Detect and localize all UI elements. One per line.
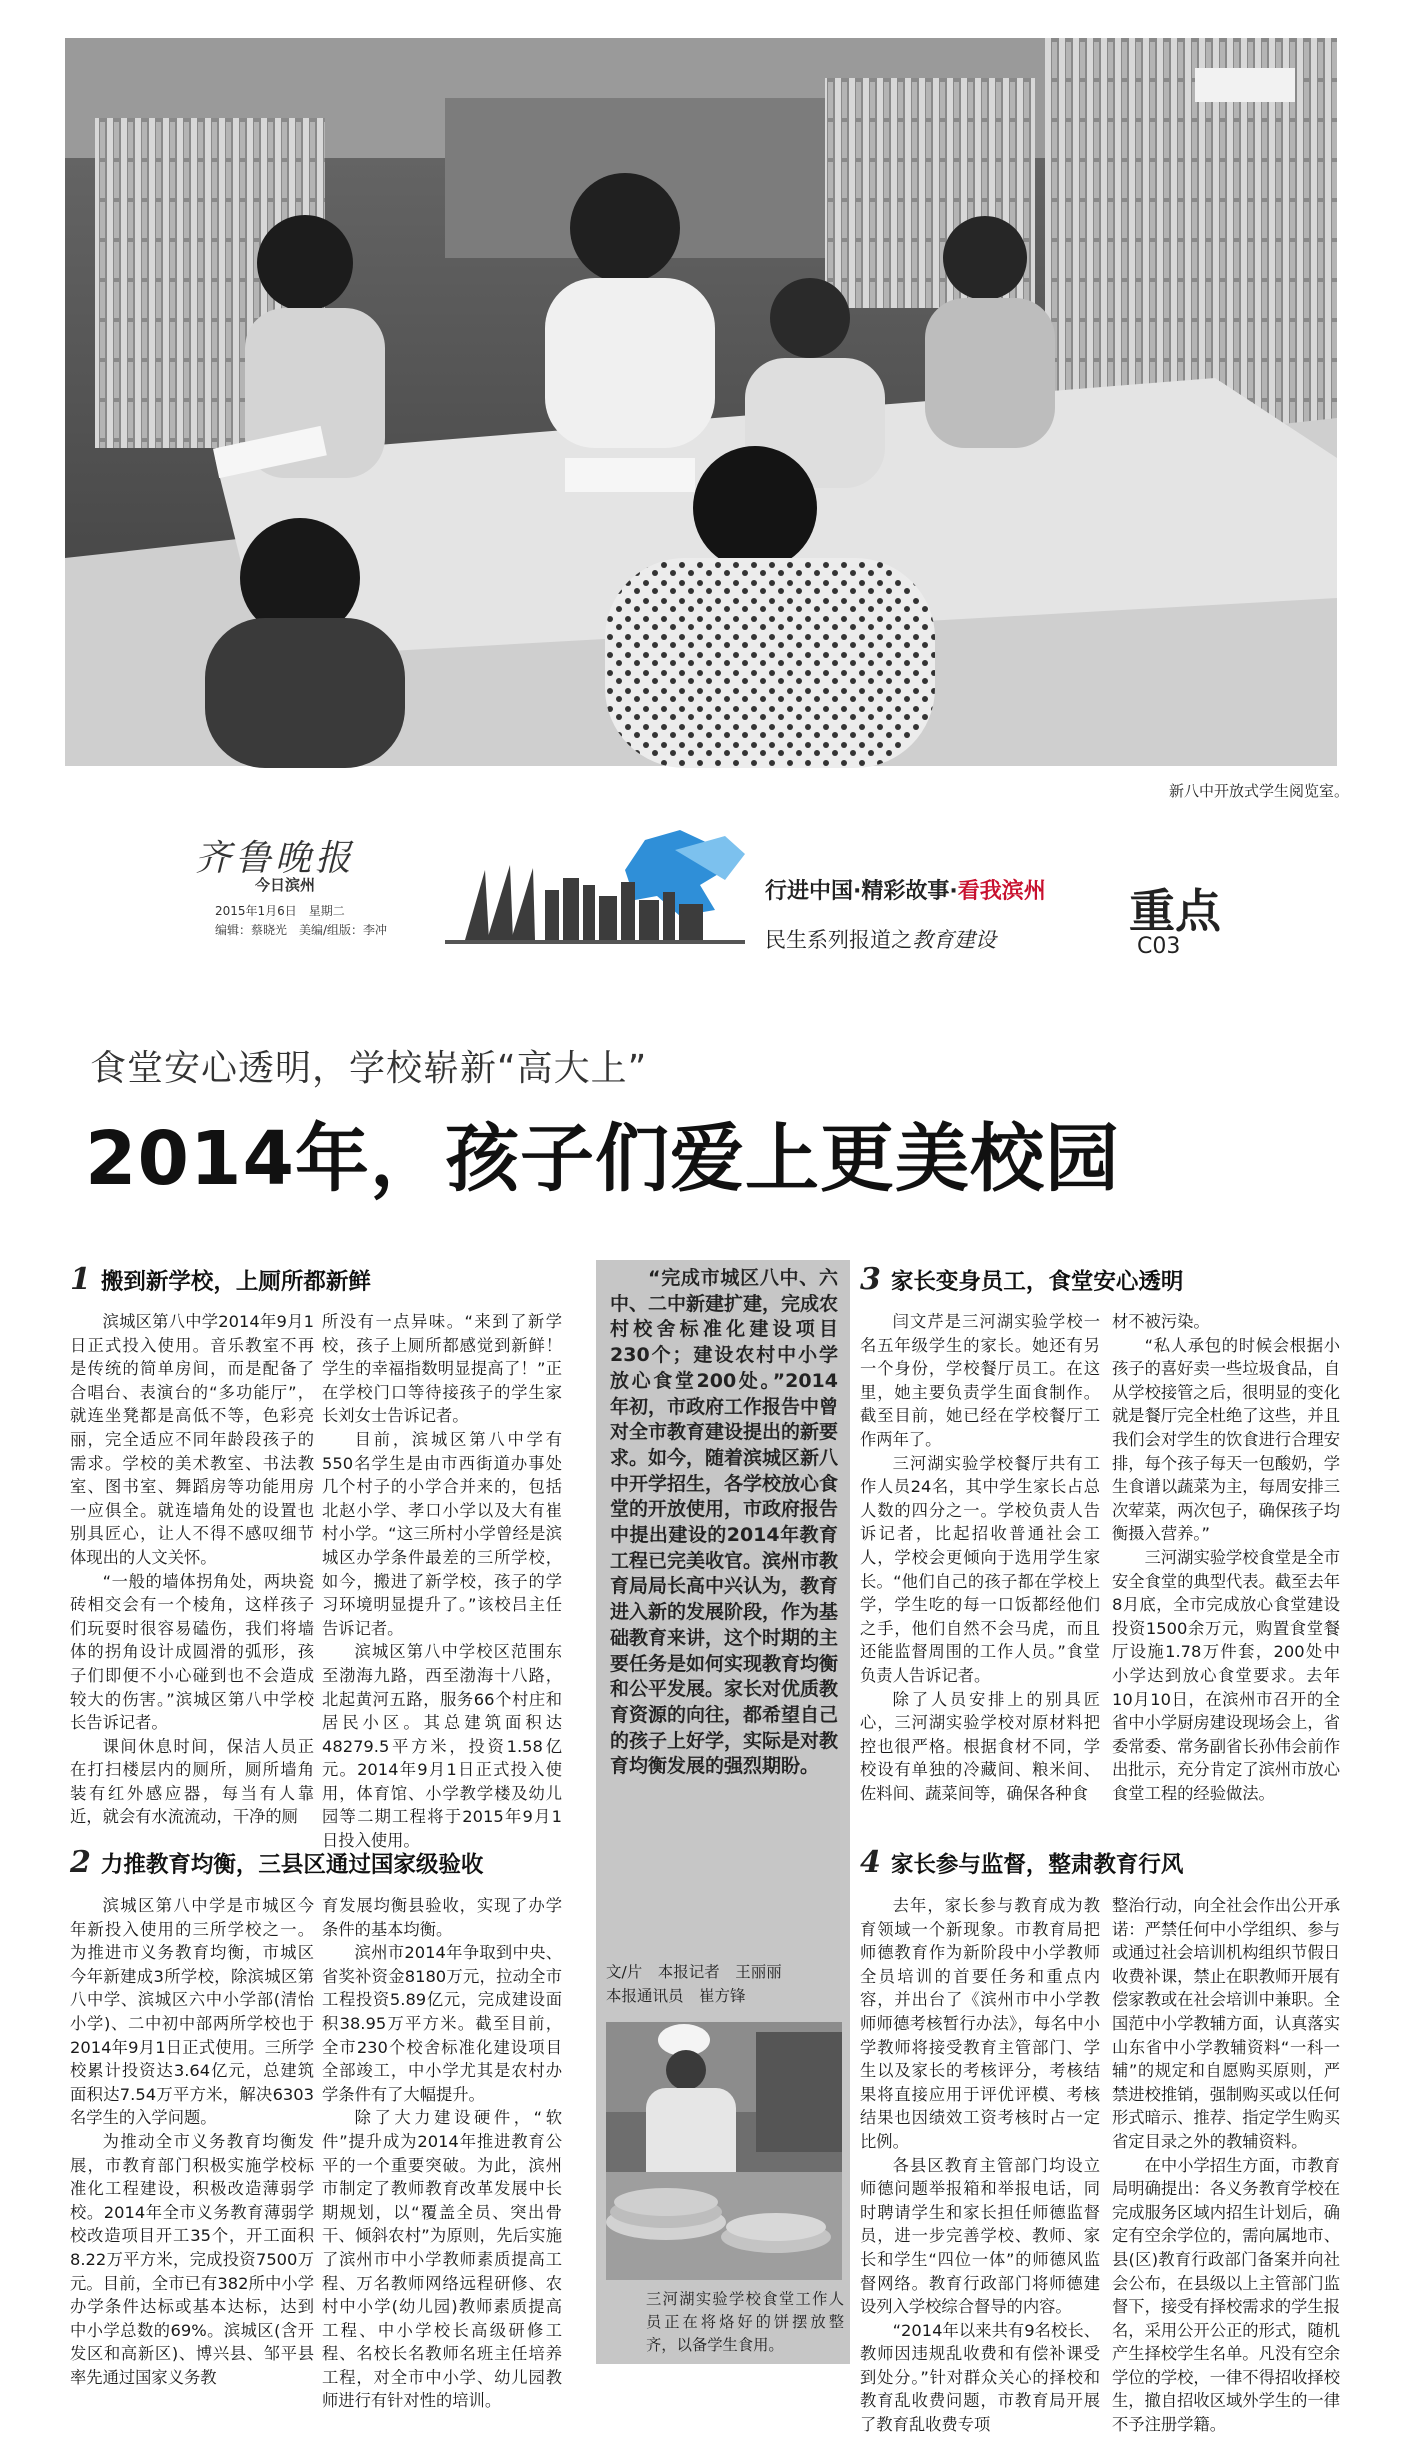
article-column-6 <box>1112 1310 1340 1832</box>
series-subtitle-main: 民生系列报道之 <box>765 928 912 952</box>
subhead-3 <box>860 1262 1183 1297</box>
paragraph: 滨城区第八中学校区范围东至渤海九路，西至渤海十八路，北起黄河五路，服务66个村庄和居民小区。其总建筑面积达48279.5平方米，投资1.58亿元。2014年9月1日正式投入使用，体育馆、小学教学楼及幼儿园等二期工程将于2015年9月1日投入使用。 <box>322 1642 562 1851</box>
series-title <box>765 874 1046 905</box>
sidebar-quote: “完成市城区八中、六中、二中新建扩建，完成农村校舍标准化建设项目230个；建设农村中小学放心食堂200处。”2014年初，市政府工作报告中曾对全市教育建设提出的新要求。如今，随着滨城区新八中开学招生，各学校放心食堂的开放使用，市政府报告中提出建设的2014年教育工程已完美收官。滨州市教育局局长高中兴认为，教育进入新的发展阶段，作为基础教育来讲，这个时期的主要任务是如何实现教育均衡和公平发展。家长对优质教育资源的向往，都希望自己的孩子上好学，实际是对教育均衡发展的强烈期盼。 <box>610 1267 839 1778</box>
paragraph: 各县区教育主管部门均设立师德问题举报箱和举报电话，同时聘请学生和家长担任师德监督员，进一步完善学校、教师、家长和学生“四位一体”的师德风监督网络。教育行政部门将师德建设列入学校综合督导的内容。 <box>860 2155 1100 2317</box>
paragraph: 滨城区第八中学是市城区今年新投入使用的三所学校之一。为推进市义务教育均衡，市城区今年新建成3所学校，除滨城区第八中学、滨城区六中小学部(清怡小学)、二中初中部两所学校也于2014年9月1日正式使用。三所学校累计投资达3.64亿元，总建筑面积达7.54万平方米，解决6303名学生的入学问题。 <box>70 1896 314 2128</box>
subhead-4-number: 4 <box>860 1845 881 1880</box>
series-title-highlight: 看我滨州 <box>957 879 1046 904</box>
photo-caption: 新八中开放式学生阅览室。 <box>1168 782 1349 800</box>
paragraph: “2014年以来共有9名校长、教师因违规乱收费和有偿补课受到处分。”针对群众关心的择校和教育乱收费问题，市教育局开展了教育乱收费专项 <box>860 2320 1100 2435</box>
paragraph: 育发展均衡县验收，实现了办学条件的基本均衡。 <box>322 1896 562 1939</box>
subhead-2-title: 力推教育均衡，三县区通过国家级验收 <box>100 1852 484 1878</box>
canteen-photo-caption: 三河湖实验学校食堂工作人员正在将烙好的饼摆放整齐，以备学生食用。 <box>646 2290 844 2354</box>
series-banner <box>425 830 1125 960</box>
paragraph: 课间休息时间，保洁人员正在打扫楼层内的厕所，厕所墙角装有红外感应器，每当有人靠近，就会有水流流动，干净的厕 <box>70 1736 314 1827</box>
subhead-3-number: 3 <box>860 1262 881 1297</box>
series-subtitle <box>765 924 996 954</box>
paragraph: 滨城区第八中学2014年9月1日正式投入使用。音乐教室不再是传统的简单房间，而是配备了合唱台、表演台的“多功能厅”，就连坐凳都是高低不等，色彩亮丽，完全适应不同年龄段孩子的需求。学校的美术教室、书法教室、图书室、舞蹈房等功能用房一应俱全。就连墙角处的设置也别具匠心，让人不得不感叹细节体现出的人文关怀。 <box>70 1312 314 1567</box>
article-column-8 <box>1112 1894 1340 2435</box>
paragraph: 除了大力建设硬件，“软件”提升成为2014年推进教育公平的一个重要突破。为此，滨州市制定了教师教育改革发展中长期规划，以“覆盖全员、突出骨干、倾斜农村”为原则，先后实施了滨州市中小学教师素质提高工程、万名教师网络远程研修、农村中小学(幼儿园)教师素质提高工程、中小学校长高级研修工程、名校长名教师名班主任培养工程，对全市中小学、幼儿园教师进行有针对性的培训。 <box>322 2108 562 2411</box>
subhead-3-title: 家长变身员工，食堂安心透明 <box>890 1269 1184 1295</box>
series-title-main: 行进中国·精彩故事· <box>765 879 958 904</box>
article-column-1 <box>70 1310 314 1832</box>
masthead <box>65 830 1337 980</box>
issue-meta <box>215 902 387 940</box>
editor-credits: 编辑：蔡晓光 美编/组版：李冲 <box>215 923 388 937</box>
section-title: 重点 <box>1129 884 1221 938</box>
main-headline: 2014年，孩子们爱上更美校园 <box>85 1116 1120 1202</box>
kicker-line: 食堂安心透明，学校崭新“高大上” <box>90 1048 648 1089</box>
paragraph: 三河湖实验学校餐厅共有工作人员24名，其中学生家长占总人数的四分之一。学校负责人告诉记者，比起招收普通社会工人，学校会更倾向于选用学生家长。“他们自己的孩子都在学校上学，学生吃的每一口饭都经他们之手，他们自然不会马虎，而且还能监督周围的工作人员。”食堂负责人告诉记者。 <box>860 1453 1100 1685</box>
newspaper-edition: 今日滨州 <box>255 876 316 894</box>
issue-date: 2015年1月6日 星期二 <box>215 904 345 918</box>
paragraph: 三河湖实验学校食堂是全市安全食堂的典型代表。截至去年8月底，全市完成放心食堂建设投资1500余万元，购置食堂餐厅设施1.78万件套，200处中小学达到放心食堂要求。去年10月10日，在滨州市召开的全省中小学厨房建设现场会上，省委常委、常务副省长孙伟会前作出批示，充分肯定了滨州市放心食堂工程的经验做法。 <box>1112 1547 1340 1803</box>
paragraph: 材不被污染。 <box>1112 1312 1210 1331</box>
article-column-3 <box>70 1894 314 2387</box>
article-column-2 <box>322 1310 562 1851</box>
reading-room-photo <box>65 38 1337 766</box>
paragraph: 所没有一点异味。“来到了新学校，孩子上厕所都感觉到新鲜！学生的幸福指数明显提高了！”正在学校门口等待接孩子的学生家长刘女士告诉记者。 <box>322 1312 562 1426</box>
paragraph: 闫文芹是三河湖实验学校一名五年级学生的家长。她还有另一个身份，学校餐厅员工。在这里，她主要负责学生面食制作。截至目前，她已经在学校餐厅工作两年了。 <box>860 1312 1100 1449</box>
paragraph: 去年，家长参与教育成为教育领域一个新现象。市教育局把师德教育作为新阶段中小学教师全员培训的首要任务和重点内容，并出台了《滨州市中小学教师师德考核暂行办法》，每名中小学教师将接受教育主管部门、学生以及家长的考核评分，考核结果将直接应用于评优评模、考核结果也因绩效工资考核时占一定比例。 <box>860 1896 1100 2151</box>
page-code: C03 <box>1137 934 1181 959</box>
byline: 文/片 本报记者 王丽丽 本报通讯员 崔方锋 <box>606 1963 782 2005</box>
subhead-1-title: 搬到新学校，上厕所都新鲜 <box>100 1269 371 1295</box>
paragraph: “私人承包的时候会根据小孩子的喜好卖一些垃圾食品，自从学校接管之后，很明显的变化就是餐厅完全杜绝了这些，并且我们会对学生的饮食进行合理安排，每个孩子每天一包酸奶，学生食谱以蔬菜为主，每周安排三次荤菜，两次包子，确保孩子均衡摄入营养。” <box>1112 1335 1340 1544</box>
subhead-2-number: 2 <box>70 1845 91 1880</box>
article-column-7 <box>860 1894 1100 2435</box>
paragraph: 目前，滨城区第八中学有550名学生是由市西街道办事处几个村子的小学合并来的，包括北赵小学、孝口小学以及大有崔村小学。“这三所村小学曾经是滨城区办学条件最差的三所学校，如今，搬进了新学校，孩子的学习环境明显提升了。”该校吕主任告诉记者。 <box>322 1429 562 1638</box>
article-column-5 <box>860 1310 1100 1832</box>
canteen-photo <box>606 2022 842 2280</box>
paragraph: 整治行动，向全社会作出公开承诺：严禁任何中小学组织、参与或通过社会培训机构组织节假日收费补课，禁止在职教师开展有偿家教或在社会培训中兼职。全国范中小学教辅方面，认真落实山东省中小学教辅资料“一科一辅”的规定和自愿购买原则，严禁进校推销，强制购买或以任何形式暗示、推荐、指定学生购买省定目录之外的教辅资料。 <box>1112 1896 1340 2151</box>
paragraph: 滨州市2014年争取到中央、省奖补资金8180万元，拉动全市工程投资5.89亿元，完成建设面积38.95万平方米。截至目前，全市230个校舍标准化建设项目全部竣工，中小学尤其是农村办学条件有了大幅提升。 <box>322 1943 562 2104</box>
paragraph: 除了人员安排上的别具匠心，三河湖实验学校对原材料把控也很严格。根据食材不同，学校设有单独的冷藏间、粮米间、佐料间、蔬菜间等，确保各种食 <box>860 1689 1100 1803</box>
subhead-1-number: 1 <box>70 1262 91 1297</box>
article-column-4 <box>322 1894 562 2411</box>
paragraph: 在中小学招生方面，市教育局明确提出：各义务教育学校在完成服务区域内招生计划后，确定有空余学位的，需向属地市、县(区)教育行政部门备案并向社会公布，在县级以上主管部门监督下，接受有择校需求的学生报名，采用公开公正的形式，随机产生择校学生名单。凡没有空余学位的学校，一律不得招收择校生，撤自招收区域外学生的一律不予注册学籍。 <box>1112 2155 1340 2435</box>
series-subtitle-topic: 教育建设 <box>912 928 996 952</box>
paragraph: “一般的墙体拐角处，两块瓷砖相交会有一个棱角，这样孩子们玩耍时很容易磕伤，我们将墙体的拐角设计成圆滑的弧形，孩子们即便不小心碰到也不会造成较大的伤害。”滨城区第八中学校长告诉记者。 <box>70 1571 314 1733</box>
paragraph: 为推动全市义务教育均衡发展，市教育部门积极实施学校标准化工程建设，积极改造薄弱学校。2014年全市义务教育薄弱学校改造项目开工35个，开工面积8.22万平方米，完成投资7500万元。目前，全市已有382所中小学办学条件达标或基本达标，达到中小学总数的69%。滨城区(含开发区和高新区)、博兴县、邹平县率先通过国家义务教 <box>70 2131 314 2387</box>
newspaper-logo: 齐鲁晚报 <box>195 838 356 879</box>
subhead-4-title: 家长参与监督，整肃教育行风 <box>890 1852 1184 1878</box>
subhead-1 <box>70 1262 371 1297</box>
subhead-4 <box>860 1845 1183 1880</box>
